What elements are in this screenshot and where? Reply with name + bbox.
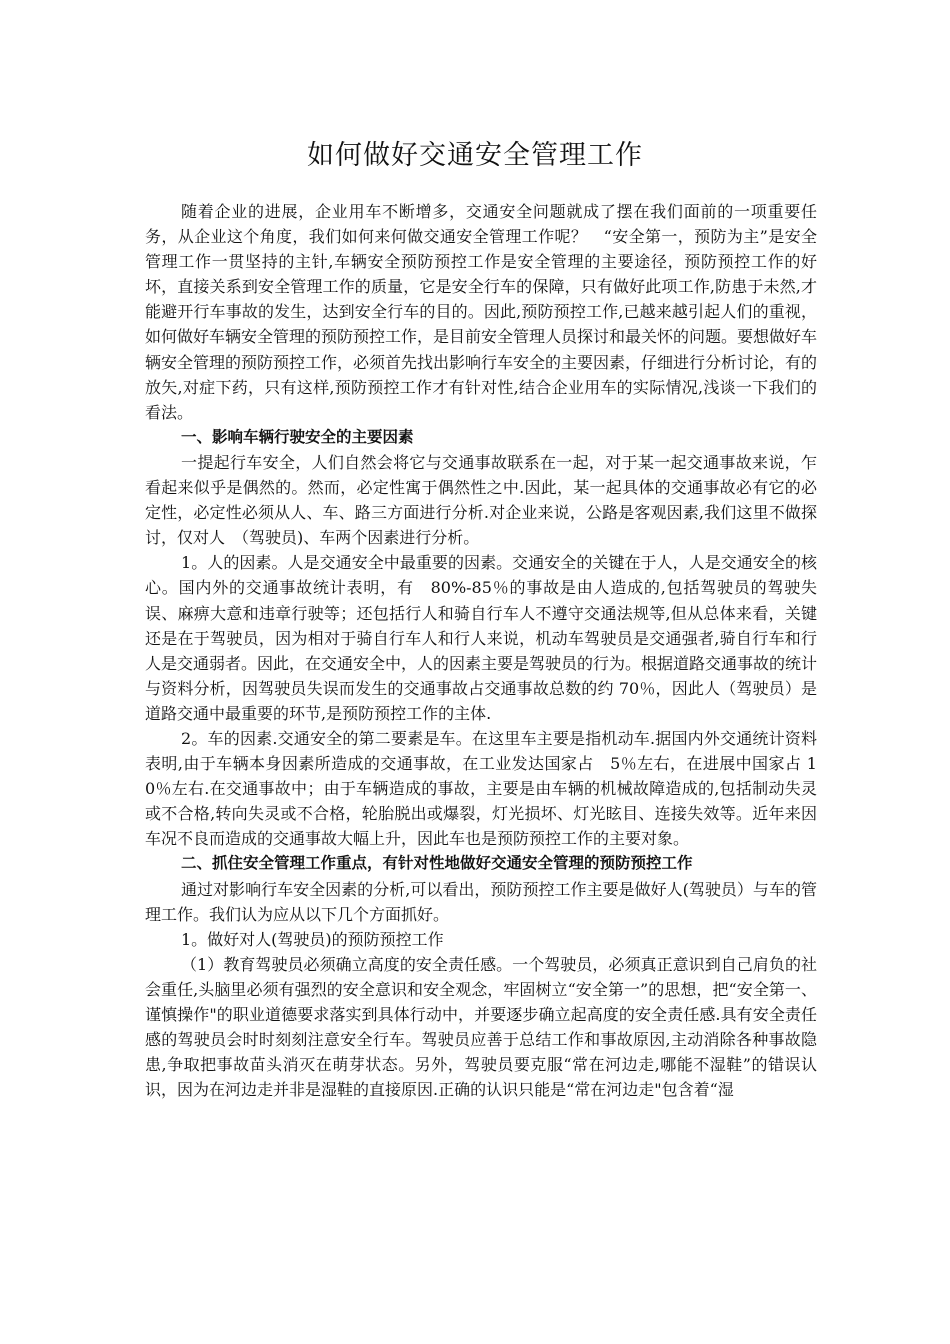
- section-heading-2: 二、抓住安全管理工作重点，有针对性地做好交通安全管理的预防预控工作: [181, 854, 693, 873]
- paragraph-intro: 随着企业的进展，企业用车不断增多，交通安全问题就成了摆在我们面前的一项重要任务，从企业这个角度，我们如何来何做交通安全管理工作呢？ “安全第一，预防为主”是安全管理工作一贯坚持的主针,车辆安全预防预控工作是安全管理的主要途径，预防预控工作的好坏，直接关系到安全管理工作的质量，它是安全行车的保障，只有做好此项工作,防患于未然,才能避开行车事故的发生，达到安全行车的目的。因此,预防预控工作,已越来越引起人们的重视，如何做好车辆安全管理的预防预控工作，是目前安全管理人员探讨和最关怀的问题。要想做好车辆安全管理的预防预控工作，必须首先找出影响行车安全的主要因素，仔细进行分析讨论，有的放矢,对症下药，只有这样,预防预控工作才有针对性,结合企业用车的实际情况,浅谈一下我们的看法。: [145, 202, 818, 422]
- document-body: [145, 199, 817, 1102]
- paragraph-factors-overview: 一提起行车安全，人们自然会将它与交通事故联系在一起，对于某一起交通事故来说，乍看起来似乎是偶然的。然而，必定性寓于偶然性之中.因此，某一起具体的交通事故必有它的必定性，必定性必须从人、车、路三方面进行分析.对企业来说，公路是客观因素,我们这里不做探讨，仅对人 （驾驶员)、车两个因素进行分析。: [145, 452, 817, 548]
- section-heading-1: 一、影响车辆行驶安全的主要因素: [181, 427, 414, 446]
- subsection-heading-1: 1。做好对人(驾驶员)的预防预控工作: [181, 929, 444, 949]
- document-title: 如何做好交通安全管理工作: [307, 140, 643, 171]
- paragraph-driver-responsibility: （1）教育驾驶员必须确立高度的安全责任感。一个驾驶员，必须真正意识到自己肩负的社会重任,头脑里必须有强烈的安全意识和安全观念，牢固树立“安全第一”的思想，把“安全第一、谨慎操作"的职业道德要求落实到具体行动中，并要逐步确立起高度的安全责任感.具有安全责任感的驾驶员会时时刻刻注意安全行车。驾驶员应善于总结工作和事故原因,主动消除各种事故隐患,争取把事故苗头消灭在萌芽状态。另外，驾驶员要克服“常在河边走,哪能不湿鞋”的错误认识，因为在河边走并非是湿鞋的直接原因.正确的认识只能是“常在河边走"包含着“湿: [145, 954, 817, 1100]
- paragraph-human-factor: 1。人的因素。人是交通安全中最重要的因素。交通安全的关键在于人，人是交通安全的核心。国内外的交通事故统计表明，有 80%-85％的事故是由人造成的,包括驾驶员的驾驶失误、麻痹大意和违章行驶等；还包括行人和骑自行车人不遵守交通法规等,但从总体来看，关键还是在于驾驶员，因为相对于骑自行车人和行人来说，机动车驾驶员是交通强者,骑自行车和行人是交通弱者。因此，在交通安全中，人的因素主要是驾驶员的行为。根据道路交通事故的统计与资料分析，因驾驶员失误而发生的交通事故占交通事故总数的约 70％，因此人（驾驶员）是道路交通中最重要的环节,是预防预控工作的主体.: [145, 553, 818, 723]
- paragraph-analysis: 通过对影响行车安全因素的分析,可以看出，预防预控工作主要是做好人(驾驶员）与车的管理工作。我们认为应从以下几个方面抓好。: [145, 879, 817, 924]
- paragraph-vehicle-factor: 2。车的因素.交通安全的第二要素是车。在这里车主要是指机动车.据国内外交通统计资料表明,由于车辆本身因素所造成的交通事故，在工业发达国家占 5％左右，在进展中国家占 10％左右.在交通事故中；由于车辆造成的事故，主要是由车辆的机械故障造成的,包括制动失灵或不合格,转向失灵或不合格，轮胎脱出或爆裂，灯光损坏、灯光眩目、连接失效等。近年来因车况不良而造成的交通事故大幅上升，因此车也是预防预控工作的主要对象。: [145, 728, 817, 849]
